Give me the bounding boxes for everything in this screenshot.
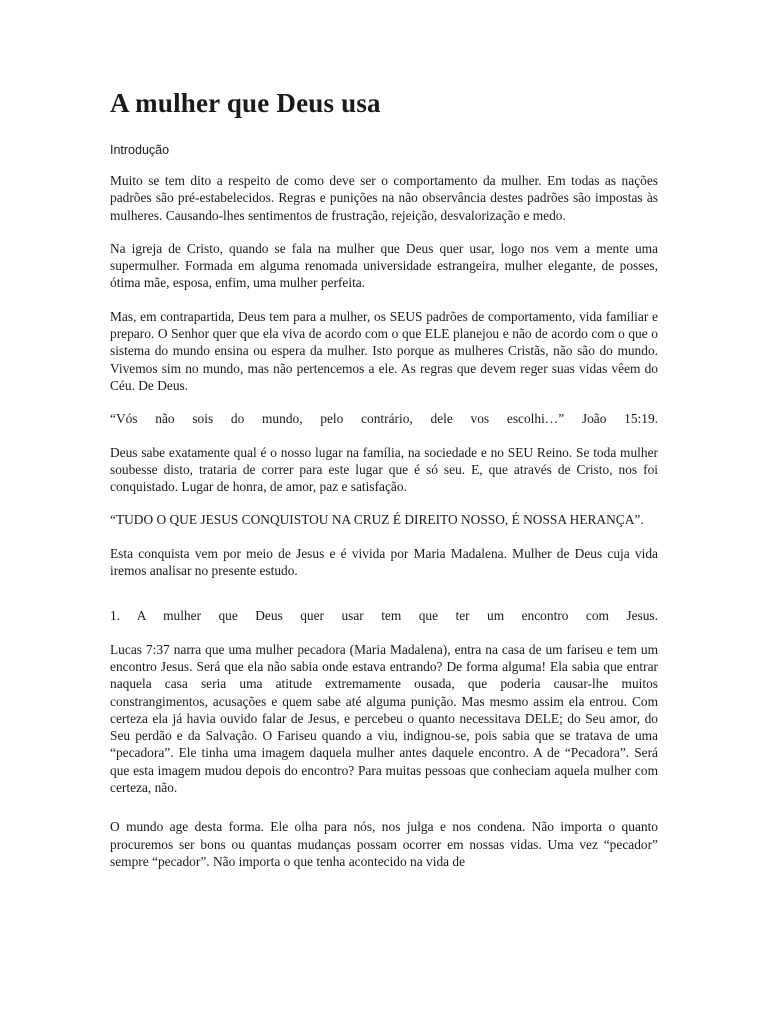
- paragraph-1: Muito se tem dito a respeito de como deve ser o comportamento da mulher. Em todas as nações padrões são pré-estabelecidos. Regras e punições na não observância destes padrões são impostas às mulheres. Causando-lhes sentimentos de frustração, rejeição, desvalorização e medo.: [110, 173, 658, 223]
- section-heading-introduction: Introdução: [110, 143, 170, 157]
- bible-quote: “Vós não sois do mundo, pelo contrário, dele vos escolhi…” João 15:19.: [110, 411, 658, 427]
- emphasis-statement: “TUDO O QUE JESUS CONQUISTOU NA CRUZ É DIREITO NOSSO, É NOSSA HERANÇA”.: [110, 512, 644, 528]
- numbered-heading-1: 1. A mulher que Deus quer usar tem que ter um encontro com Jesus.: [110, 608, 658, 624]
- document-title: A mulher que Deus usa: [110, 88, 381, 118]
- paragraph-3: Mas, em contrapartida, Deus tem para a mulher, os SEUS padrões de comportamento, vida familiar e preparo. O Senhor quer que ela viva de acordo com o que ELE planejou e não de acordo com o que o sistema do mundo ensina ou espera da mulher. Isto porque as mulheres Cristãs, não são do mundo. Vivemos sim no mundo, mas não pertencemos a ele. As regras que devem reger suas vidas vêem do Céu. De Deus.: [110, 308, 658, 393]
- paragraph-7: Lucas 7:37 narra que uma mulher pecadora (Maria Madalena), entra na casa de um fariseu e tem um encontro Jesus. Será que ela não sabia onde estava entrando? De forma alguma! Ela sabia que entrar naquela casa seria uma atitude extremamente ousada, que poderia causar-lhe muitos constrangimentos, acusações e quem sabe até alguma punição. Mas mesmo assim ela entrou. Com certeza ela já havia ouvido falar de Jesus, e percebeu o quanto necessitava DELE; do Seu amor, do Seu perdão e da Salvação. O Fariseu quando a viu, indignou-se, pois sabia que se tratava de uma “pecadora”. Ele tinha uma imagem daquela mulher antes daquele encontro. A de “Pecadora”. Será que esta imagem mudou depois do encontro? Para muitas pessoas que conheciam aquela mulher com certeza, não.: [110, 641, 658, 796]
- paragraph-8: O mundo age desta forma. Ele olha para nós, nos julga e nos condena. Não importa o quanto procuremos ser bons ou quantas mudanças possam ocorrer em nossas vidas. Uma vez “pecador” sempre “pecador”. Não importa o que tenha acontecido na vida de: [110, 819, 658, 869]
- paragraph-2: Na igreja de Cristo, quando se fala na mulher que Deus quer usar, logo nos vem a mente uma supermulher. Formada em alguma renomada universidade estrangeira, mulher elegante, de posses, ótima mãe, esposa, enfim, uma mulher perfeita.: [110, 240, 658, 291]
- paragraph-6: Esta conquista vem por meio de Jesus e é vivida por Maria Madalena. Mulher de Deus cuja vida iremos analisar no presente estudo.: [110, 545, 658, 579]
- paragraph-4: Deus sabe exatamente qual é o nosso lugar na família, na sociedade e no SEU Reino. Se toda mulher soubesse disto, trataria de correr para este lugar que é só seu. E, que através de Cristo, nos foi conquistado. Lugar de honra, de amor, paz e satisfação.: [110, 444, 658, 495]
